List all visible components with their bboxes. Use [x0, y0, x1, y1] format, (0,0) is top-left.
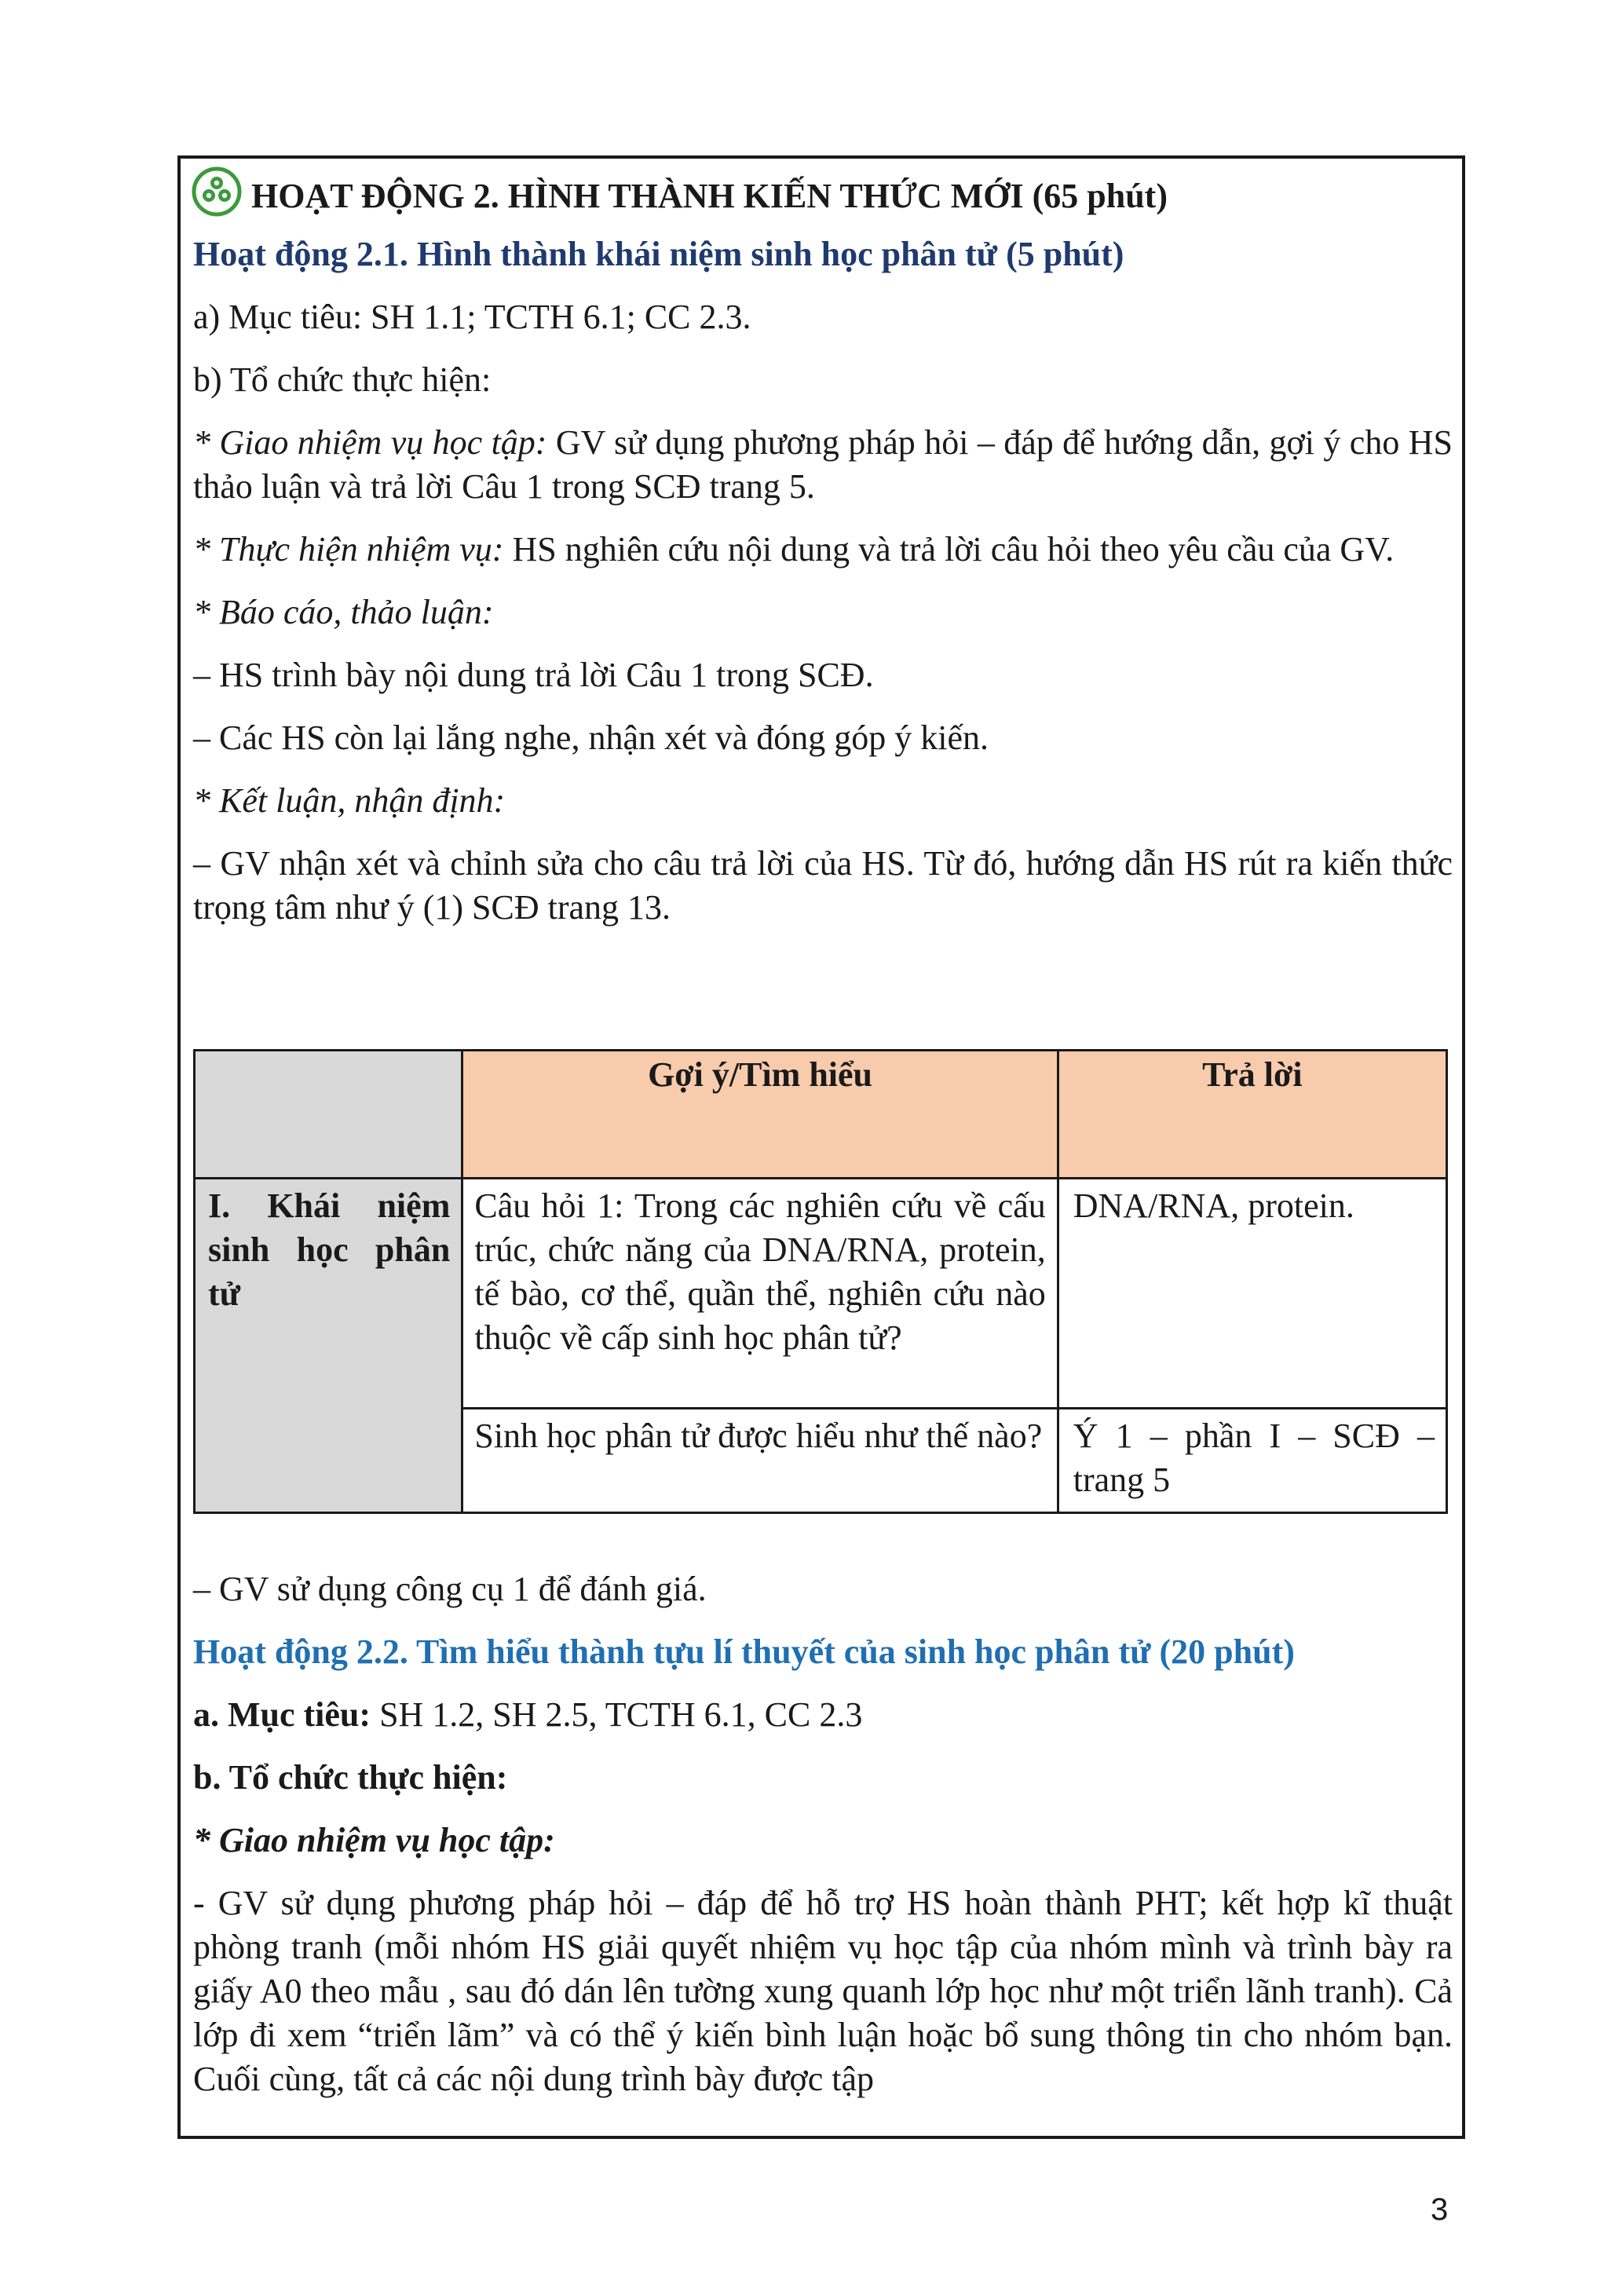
table-answer-cell: DNA/RNA, protein. [1058, 1179, 1446, 1409]
table-answer-cell: Ý 1 – phần I – SCĐ – trang 5 [1058, 1409, 1446, 1513]
table-header-hint: Gợi ý/Tìm hiểu [462, 1051, 1058, 1179]
report-label: * Báo cáo, thảo luận: [193, 593, 494, 631]
perform-task-paragraph [193, 528, 1453, 572]
table-question-cell: Sinh học phân tử được hiểu như thế nào? [462, 1409, 1058, 1513]
clover-badge-icon [192, 166, 242, 217]
table-section-cell: I. Khái niệm sinh học phân tử [195, 1179, 462, 1513]
assign-task-paragraph [193, 421, 1453, 509]
table-header-empty-cell [195, 1051, 462, 1179]
activity-2-heading [193, 174, 1453, 218]
assign-task-label-2: * Giao nhiệm vụ học tập: [193, 1821, 555, 1859]
activity-2-title: HOẠT ĐỘNG 2. HÌNH THÀNH KIẾN THỨC MỚI (65 phút) [251, 177, 1168, 215]
activity-2-1-section [193, 174, 1453, 949]
objective-label-2: a. Mục tiêu: [193, 1695, 371, 1734]
assign-task-text-2: - GV sử dụng phương pháp hỏi – đáp để hỗ trợ HS hoàn thành PHT; kết hợp kĩ thuật phòng tranh (mỗi nhóm HS giải quyết nhiệm vụ học tập của nhóm mình và trình bày ra giấy A0 theo mẫu , sau đó dán lên tường xung quanh lớp học như một triển lãnh tranh). Cả lớp đi xem “triển lãm” và có thể ý kiến bình luận hoặc bổ sung thông tin cho nhóm bạn. Cuối cùng, tất cả các nội dung trình bày được tập [193, 1884, 1453, 2098]
assign-task-text: GV sử dụng phương pháp hỏi – đáp để hướng dẫn, gợi ý cho HS thảo luận và trả lời Câu 1 trong SCĐ trang 5. [193, 423, 1453, 506]
assign-task-label: * Giao nhiệm vụ học tập: [193, 423, 547, 462]
conclusion-text: – GV nhận xét và chỉnh sửa cho câu trả lời của HS. Từ đó, hướng dẫn HS rút ra kiến thức trọng tâm như ý (1) SCĐ trang 13. [193, 844, 1453, 927]
activity-2-2-title: Hoạt động 2.2. Tìm hiểu thành tựu lí thuyết của sinh học phân tử (20 phút) [193, 1632, 1295, 1671]
perform-task-label: * Thực hiện nhiệm vụ: [193, 530, 504, 569]
objective-text-2: SH 1.2, SH 2.5, TCTH 6.1, CC 2.3 [371, 1695, 863, 1734]
concept-table [193, 1049, 1448, 1514]
table-header-row [195, 1051, 1447, 1179]
organize-line-2: b. Tổ chức thực hiện: [193, 1758, 508, 1797]
table-header-answer: Trả lời [1058, 1051, 1446, 1179]
perform-task-text: HS nghiên cứu nội dung và trả lời câu hỏi theo yêu cầu của GV. [503, 530, 1395, 569]
conclusion-label: * Kết luận, nhận định: [193, 781, 506, 820]
report-item-1: – HS trình bày nội dung trả lời Câu 1 trong SCĐ. [193, 656, 874, 694]
assessment-tool-line: – GV sử dụng công cụ 1 để đánh giá. [193, 1570, 707, 1608]
page-number: 3 [1431, 2192, 1449, 2227]
objective-line-2 [193, 1693, 1453, 1737]
activity-2-1-title: Hoạt động 2.1. Hình thành khái niệm sinh học phân tử (5 phút) [193, 235, 1124, 273]
organize-line: b) Tổ chức thực hiện: [193, 360, 492, 399]
activity-2-2-section [193, 1567, 1453, 2120]
report-item-2: – Các HS còn lại lắng nghe, nhận xét và đóng góp ý kiến. [193, 718, 989, 757]
table-question-cell: Câu hỏi 1: Trong các nghiên cứu về cấu trúc, chức năng của DNA/RNA, protein, tế bào, cơ thể, quần thể, nghiên cứu nào thuộc về cấp sinh học phân tử? [462, 1179, 1058, 1409]
table-row [195, 1179, 1447, 1409]
objective-line: a) Mục tiêu: SH 1.1; TCTH 6.1; CC 2.3. [193, 298, 751, 336]
